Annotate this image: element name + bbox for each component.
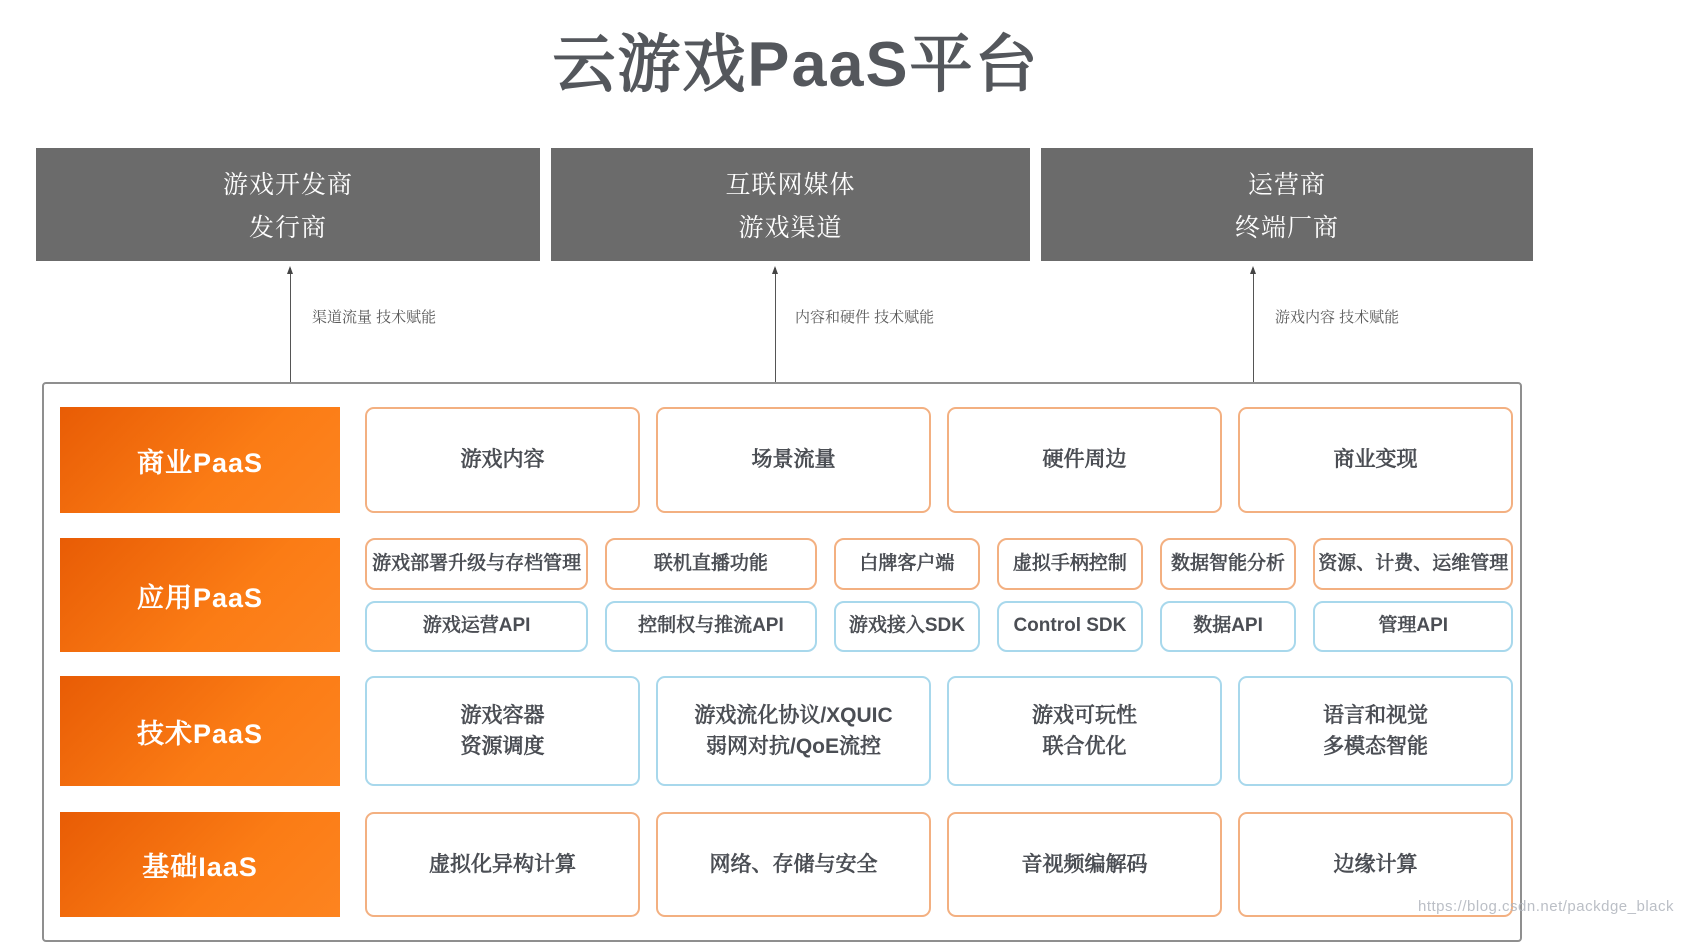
cell-line: 游戏容器 bbox=[460, 703, 545, 727]
page-title: 云游戏PaaS平台 bbox=[552, 30, 1040, 100]
cell-line: 弱网对抗/QoE流控 bbox=[705, 735, 881, 758]
arrow-up-icon bbox=[772, 266, 778, 274]
cell-scene-traffic: 场景流量 bbox=[656, 407, 931, 513]
top-box-line: 终端厂商 bbox=[1234, 214, 1339, 242]
top-box-game-developers bbox=[36, 148, 540, 261]
cell-line: 资源调度 bbox=[460, 735, 545, 758]
arrow-up-icon bbox=[1250, 266, 1256, 274]
cell-control-sdk: Control SDK bbox=[997, 601, 1143, 653]
app-paas-api-row bbox=[365, 601, 1513, 653]
top-box-line: 运营商 bbox=[1247, 171, 1326, 199]
cell-live-coplay: 联机直播功能 bbox=[605, 538, 816, 590]
layer-cells bbox=[365, 676, 1513, 786]
top-box-operators bbox=[1041, 148, 1533, 261]
cell-deploy-archive: 游戏部署升级与存档管理 bbox=[365, 538, 588, 590]
top-box-line: 游戏渠道 bbox=[738, 214, 843, 242]
layer-infrastructure-iaas bbox=[60, 812, 1513, 917]
cell-control-stream-api: 控制权与推流API bbox=[605, 601, 816, 653]
layer-cells bbox=[365, 407, 1513, 513]
cell-manage-api: 管理API bbox=[1313, 601, 1513, 653]
cell-access-sdk: 游戏接入SDK bbox=[834, 601, 981, 653]
platform-container bbox=[42, 382, 1522, 942]
app-paas-feature-row bbox=[365, 538, 1513, 590]
cell-operation-api: 游戏运营API bbox=[365, 601, 588, 653]
cell-line: 游戏可玩性 bbox=[1032, 703, 1137, 727]
top-box-internet-media bbox=[551, 148, 1030, 261]
cell-game-content: 游戏内容 bbox=[365, 407, 640, 513]
cell-whitelabel-client: 白牌客户端 bbox=[834, 538, 981, 590]
cell-virtual-gamepad: 虚拟手柄控制 bbox=[997, 538, 1143, 590]
cell-virtualized-compute: 虚拟化异构计算 bbox=[365, 812, 640, 917]
layer-cells bbox=[365, 538, 1513, 652]
layer-technology-paas bbox=[60, 676, 1513, 786]
connector-label-2: 内容和硬件 技术赋能 bbox=[795, 309, 935, 326]
connector-label-1: 渠道流量 技术赋能 bbox=[312, 309, 437, 326]
cell-line: 语言和视觉 bbox=[1323, 703, 1428, 727]
cell-playability-optimization bbox=[947, 676, 1222, 786]
layer-label-business-paas: 商业PaaS bbox=[60, 407, 340, 513]
cell-network-storage-security: 网络、存储与安全 bbox=[656, 812, 931, 917]
layer-label-infrastructure-iaas: 基础IaaS bbox=[60, 812, 340, 917]
cell-line: 联合优化 bbox=[1042, 735, 1127, 758]
cell-game-container bbox=[365, 676, 640, 786]
cell-av-codec: 音视频编解码 bbox=[947, 812, 1222, 917]
connector-label-3: 游戏内容 技术赋能 bbox=[1275, 309, 1400, 326]
cell-data-analytics: 数据智能分析 bbox=[1160, 538, 1297, 590]
cell-streaming-protocol bbox=[656, 676, 931, 786]
arrow-up-icon bbox=[287, 266, 293, 274]
top-box-line: 互联网媒体 bbox=[725, 171, 856, 199]
connector-arrow-2 bbox=[775, 268, 776, 382]
connector-arrow-3 bbox=[1253, 268, 1254, 382]
layer-label-application-paas: 应用PaaS bbox=[60, 538, 340, 652]
watermark: https://blog.csdn.net/packdge_black bbox=[1418, 898, 1674, 915]
cell-line: 游戏流化协议/XQUIC bbox=[694, 703, 893, 727]
layer-application-paas bbox=[60, 538, 1513, 652]
cell-multimodal-ai bbox=[1238, 676, 1513, 786]
connector-arrow-1 bbox=[290, 268, 291, 382]
top-box-line: 游戏开发商 bbox=[222, 171, 353, 199]
cell-edge-computing: 边缘计算 bbox=[1238, 812, 1513, 917]
cell-hardware: 硬件周边 bbox=[947, 407, 1222, 513]
layer-cells bbox=[365, 812, 1513, 917]
layer-business-paas bbox=[60, 407, 1513, 513]
cell-resource-billing-ops: 资源、计费、运维管理 bbox=[1313, 538, 1513, 590]
top-box-line: 发行商 bbox=[248, 214, 327, 242]
layer-label-technology-paas: 技术PaaS bbox=[60, 676, 340, 786]
cell-line: 多模态智能 bbox=[1323, 735, 1428, 758]
cell-monetization: 商业变现 bbox=[1238, 407, 1513, 513]
cell-data-api: 数据API bbox=[1160, 601, 1297, 653]
